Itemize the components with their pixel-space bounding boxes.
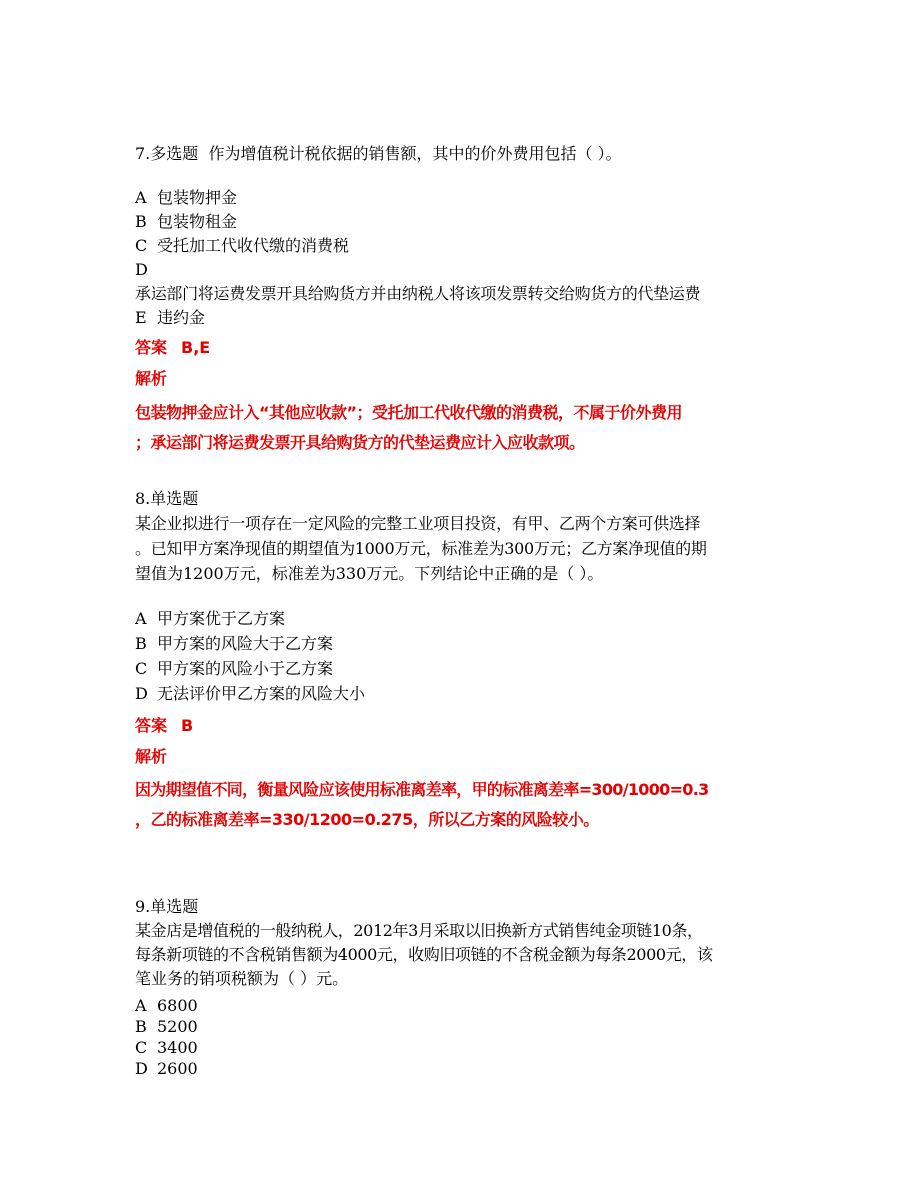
question-stem-line: 某企业拟进行一项存在一定风险的完整工业项目投资，有甲、乙两个方案可供选择 — [135, 514, 701, 533]
option-c — [135, 656, 790, 681]
option-text: 包装物租金 — [157, 212, 238, 231]
question-stem-line: 某金店是增值税的一般纳税人，2012年3月采取以旧换新方式销售纯金项链10条， — [135, 921, 703, 940]
question-stem-line: 每条新项链的不含税销售额为4000元，收购旧项链的不含税金额为每条2000元，该 — [135, 945, 713, 964]
option-letter: B — [135, 634, 147, 653]
option-text: 2600 — [157, 1059, 198, 1078]
question-7-analysis-label — [135, 367, 790, 391]
option-text: 无法评价甲乙方案的风险大小 — [157, 684, 366, 703]
option-letter: E — [135, 308, 147, 327]
option-d — [135, 258, 790, 282]
option-letter: C — [135, 236, 148, 255]
question-type: 多选题 — [150, 144, 199, 163]
question-9-options — [135, 995, 790, 1079]
question-8-options — [135, 606, 790, 706]
option-text: 违约金 — [157, 308, 206, 327]
option-e — [135, 306, 790, 330]
question-number: 8. — [135, 489, 151, 508]
option-d — [135, 681, 790, 706]
option-text: 甲方案优于乙方案 — [157, 609, 286, 628]
question-8 — [135, 486, 790, 586]
option-letter: A — [135, 609, 147, 628]
option-letter: D — [135, 260, 148, 279]
option-text: 5200 — [157, 1017, 198, 1036]
option-a — [135, 186, 790, 210]
option-text: 包装物押金 — [157, 188, 238, 207]
question-7 — [135, 142, 790, 166]
option-text: 3400 — [157, 1038, 198, 1057]
option-a — [135, 606, 790, 631]
option-letter: A — [135, 188, 147, 207]
question-7-options — [135, 186, 790, 330]
answer-value: B — [181, 716, 194, 735]
question-stem: 作为增值税计税依据的销售额，其中的价外费用包括（ ）。 — [208, 144, 622, 163]
analysis-line: 包装物押金应计入“其他应收款”；受托加工代收代缴的消费税，不属于价外费用 — [135, 403, 683, 422]
question-8-answer — [135, 714, 790, 738]
question-type: 单选题 — [150, 489, 199, 508]
option-c — [135, 1037, 790, 1058]
option-b — [135, 1016, 790, 1037]
option-letter: C — [135, 659, 148, 678]
question-type: 单选题 — [150, 897, 199, 916]
option-b — [135, 631, 790, 656]
option-text: 受托加工代收代缴的消费税 — [157, 236, 350, 255]
option-letter: C — [135, 1038, 148, 1057]
option-text: 甲方案的风险大于乙方案 — [157, 634, 334, 653]
answer-row — [135, 714, 790, 738]
option-letter: D — [135, 684, 148, 703]
option-letter: B — [135, 1017, 147, 1036]
question-number: 7. — [135, 144, 151, 163]
analysis-label: 解析 — [135, 747, 168, 766]
option-letter: B — [135, 212, 147, 231]
analysis-line: ；承运部门将运费发票开具给购货方的代垫运费应计入应收款项。 — [135, 433, 585, 452]
option-text: 承运部门将运费发票开具给购货方并由纳税人将该项发票转交给购货方的代垫运费 — [135, 284, 701, 303]
analysis-line: 因为期望值不同，衡量风险应该使用标准离差率，甲的标准离差率=300/1000=0.3 — [135, 780, 709, 799]
option-text: 6800 — [157, 996, 198, 1015]
question-stem-line: 笔业务的销项税额为（ ）元。 — [135, 969, 349, 988]
option-text: 甲方案的风险小于乙方案 — [157, 659, 334, 678]
option-letter: A — [135, 996, 147, 1015]
question-7-analysis — [135, 398, 790, 458]
question-number: 9. — [135, 897, 151, 916]
question-header — [135, 895, 790, 919]
option-letter: D — [135, 1059, 148, 1078]
question-7-answer — [135, 336, 790, 360]
question-header — [135, 142, 790, 166]
question-header — [135, 486, 790, 511]
answer-label: 答案 — [135, 716, 168, 735]
answer-label: 答案 — [135, 338, 168, 357]
analysis-label: 解析 — [135, 369, 168, 388]
analysis-line: ，乙的标准离差率=330/1200=0.275，所以乙方案的风险较小。 — [135, 810, 599, 829]
question-stem-line: 望值为1200万元，标准差为330万元。下列结论中正确的是（ ）。 — [135, 564, 604, 583]
option-b — [135, 210, 790, 234]
question-9 — [135, 895, 790, 991]
option-a — [135, 995, 790, 1016]
option-d-text — [135, 282, 790, 306]
option-c — [135, 234, 790, 258]
option-d — [135, 1058, 790, 1079]
question-8-analysis — [135, 775, 790, 835]
answer-row — [135, 336, 790, 360]
question-8-analysis-label — [135, 745, 790, 769]
answer-value: B,E — [181, 338, 211, 357]
question-stem-line: 。已知甲方案净现值的期望值为1000万元，标准差为300万元；乙方案净现值的期 — [135, 539, 707, 558]
